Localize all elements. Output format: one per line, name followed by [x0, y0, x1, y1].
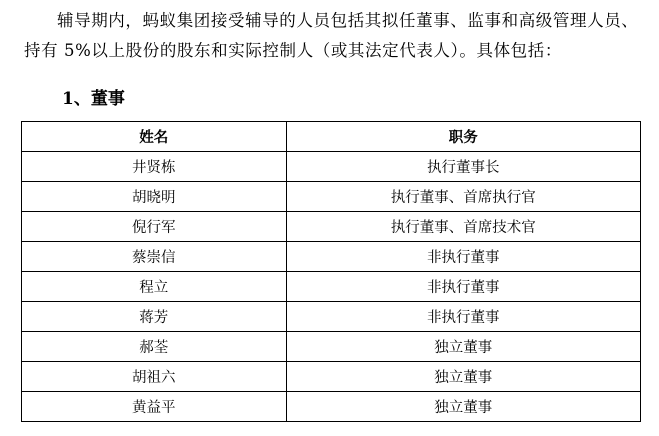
directors-table [21, 121, 641, 422]
director-name: 倪行军 [22, 212, 287, 242]
director-position: 非执行董事 [286, 302, 640, 332]
director-name: 郝荃 [22, 332, 287, 362]
director-position: 执行董事、首席技术官 [286, 212, 640, 242]
director-position: 非执行董事 [286, 272, 640, 302]
table-row [22, 272, 641, 302]
director-name: 蒋芳 [22, 302, 287, 332]
director-position: 独立董事 [286, 332, 640, 362]
table-row [22, 392, 641, 422]
director-position: 非执行董事 [286, 242, 640, 272]
director-name: 蔡崇信 [22, 242, 287, 272]
director-position: 独立董事 [286, 362, 640, 392]
section-heading-directors: 1、董事 [62, 89, 125, 109]
director-name: 胡祖六 [22, 362, 287, 392]
table-row [22, 302, 641, 332]
director-name: 井贤栋 [22, 152, 287, 182]
table-row [22, 242, 641, 272]
intro-paragraph: 辅导期内，蚂蚁集团接受辅导的人员包括其拟任董事、监事和高级管理人员、持有 5%以上股份的股东和实际控制人（或其法定代表人）。具体包括： [24, 11, 639, 60]
table-header-row [22, 122, 641, 152]
table-row [22, 152, 641, 182]
table-row [22, 332, 641, 362]
column-header-position: 职务 [286, 122, 640, 152]
table-row [22, 212, 641, 242]
table-row [22, 362, 641, 392]
table-row [22, 182, 641, 212]
director-position: 执行董事、首席执行官 [286, 182, 640, 212]
director-name: 胡晓明 [22, 182, 287, 212]
director-position: 执行董事长 [286, 152, 640, 182]
director-position: 独立董事 [286, 392, 640, 422]
director-name: 黄益平 [22, 392, 287, 422]
column-header-name: 姓名 [22, 122, 287, 152]
director-name: 程立 [22, 272, 287, 302]
